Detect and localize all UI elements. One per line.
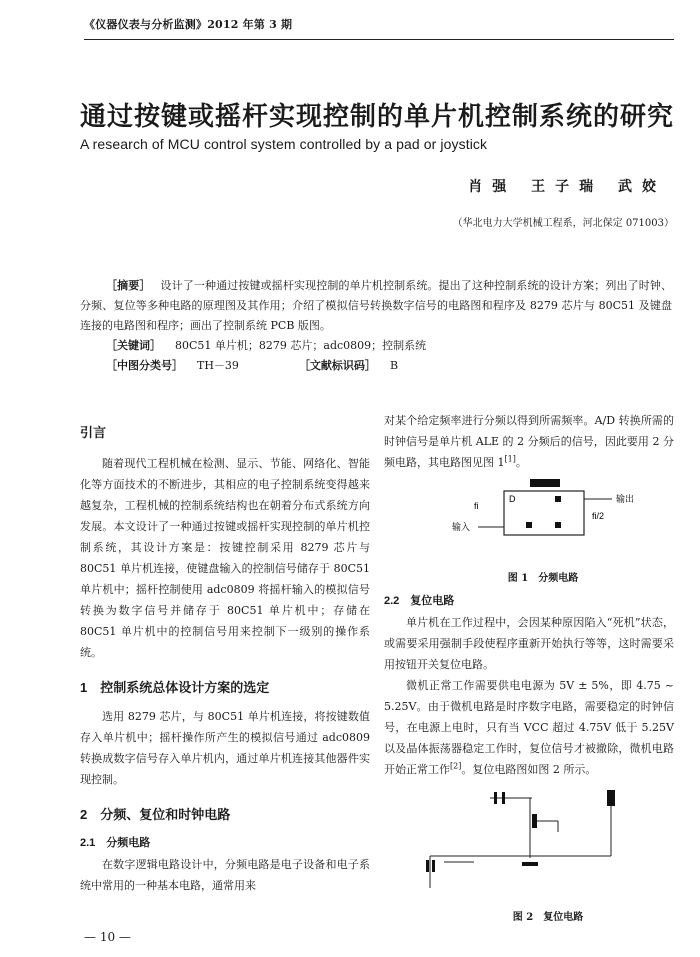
authors: 肖强 王子瑞 武姣 [468, 179, 666, 195]
journal-header: 《仪器仪表与分析监测》2012 年第 3 期 [84, 18, 293, 31]
abstract-label: ［摘要］ [106, 279, 151, 292]
clc-value: TH－39 [197, 359, 239, 372]
citation-ref-1: [1] [504, 454, 516, 464]
subsection-2-2-heading: 2.2 复位电路 [384, 595, 455, 607]
figure-1-caption: 图 1 分频电路 [507, 573, 579, 584]
subsection-2-2-paragraph-1: 单片机在工作过程中，会因某种原因陷入“死机”状态，或需要采用强制手段使程序重新开始执行等等，这时需要采用按钮开关复位电路。 [384, 616, 674, 671]
para-continued-end: 。 [515, 456, 527, 469]
section2-heading: 2 分频、复位和时钟电路 [80, 807, 231, 822]
keywords-label: ［关键词］ [106, 339, 161, 352]
keywords-line [80, 336, 672, 356]
qbar-pin [555, 522, 561, 528]
switch-contact-left [494, 792, 497, 804]
subsection-2-2-paragraph-2 [384, 675, 674, 780]
subsection-2-1-heading: 2.1 分频电路 [80, 837, 151, 849]
ground-block [522, 862, 538, 866]
keywords-text: 80C51 单片机；8279 芯片；adc0809；控制系统 [175, 339, 427, 352]
figure-2 [422, 788, 674, 928]
abstract [80, 276, 672, 336]
clc-label: ［中图分类号］ [106, 359, 183, 372]
q-pin [555, 496, 561, 502]
clk-pin [526, 522, 532, 528]
d-pin-label: D [509, 494, 516, 504]
reset-circuit-diagram [422, 788, 622, 892]
header-rule [84, 39, 674, 40]
doc-code-value: B [389, 359, 399, 372]
switch-contact-right [502, 792, 505, 804]
output-label: 输出 [616, 495, 635, 505]
left-column [80, 414, 370, 896]
doc-code-label: ［文献标识码］ [298, 359, 376, 372]
para-continued [384, 410, 674, 473]
intro-paragraph: 随着现代工程机械在检测、显示、节能、网络化、智能化等方面技术的不断进步，其相应的电子控制系统变得越来越复杂，工程机械的控制系统结构也在朝着分布式系统方向发展。本文设计了一种通过按键或摇杆实现控制的单片机控制系统，其设计方案是：按键控制采用 8279 芯片与 80C51 单片机连接，使键盘输入的控制信号储存于 80C51 单片机中；摇杆控制使用 adc0809 将摇杆输入的模拟信号转换为数字信号并储存于 80C51 单片机中；存储在 80C51 单片机中的控制信号用来控制下一级别的操作系统。 [80, 457, 370, 659]
figure-1 [412, 477, 674, 589]
subsection-2-2-paragraph-2-text: 微机正常工作需要供电电源为 5V ± 5%，即 4.75 ~ 5.25V。由于微机电路是时序数字电路，需要稳定的时钟信号，在电源上电时，只有当 VCC 超过 4.75V 低于 5.25V 以及晶体振荡器稳定工作时，复位信号才被撤除，微机电路开始正常工作 [384, 679, 674, 776]
capacitor-plate-b [432, 860, 435, 872]
frequency-divider-circuit-diagram [412, 477, 642, 555]
citation-ref-2: [2] [450, 761, 462, 771]
subsection-2-2-paragraph-2-end: 。复位电路图如图 2 所示。 [461, 763, 597, 776]
fi-half-label: fi/2 [592, 511, 605, 521]
page-number: — 10 — [84, 930, 131, 944]
para-continued-text: 对某个给定频率进行分频以得到所需频率。A/D 转换所需的时钟信号是单片机 ALE 的 2 分频后的信号，因此要用 2 分频电路，其电路图见图 1 [384, 414, 674, 469]
abstract-text: 设计了一种通过按键或摇杆实现控制的单片机控制系统。提出了这种控制系统的设计方案；列出了时钟、分频、复位等多种电路的原理图及其作用；介绍了模拟信号转换数字信号的电路图和程序及 8279 芯片与 80C51 及键盘连接的电路图和程序；画出了控制系统 PCB 版图。 [80, 279, 673, 332]
right-column [384, 410, 674, 928]
input-label: 输入 [452, 523, 471, 533]
subsection-2-1-paragraph: 在数字逻辑电路设计中，分频电路是电子设备和电子系统中常用的一种基本电路，通常用来 [80, 858, 370, 892]
capacitor-plate-a [426, 860, 429, 872]
classification-line [80, 356, 672, 376]
affiliation: （华北电力大学机械工程系，河北保定 071003） [452, 218, 674, 229]
abstract-block [80, 276, 672, 376]
flip-flop-box [504, 491, 584, 535]
circuit-block [530, 479, 560, 487]
fi-label: fi [474, 501, 479, 511]
figure-2-caption: 图 2 复位电路 [512, 912, 584, 923]
intro-heading: 引言 [80, 425, 107, 440]
chip-pin-block [607, 790, 615, 806]
paper-title-english: A research of MCU control system controlled by a pad or joystick [80, 136, 488, 152]
resistor-block [532, 814, 537, 828]
section1-paragraph: 选用 8279 芯片，与 80C51 单片机连接，将按键数值存入单片机中；摇杆操作所产生的模拟信号通过 adc0809 转换成数字信号存入单片机内，通过单片机连接其他器件实现控制。 [80, 710, 370, 786]
paper-title: 通过按键或摇杆实现控制的单片机控制系统的研究 [80, 102, 675, 132]
section1-heading: 1 控制系统总体设计方案的选定 [80, 680, 270, 695]
